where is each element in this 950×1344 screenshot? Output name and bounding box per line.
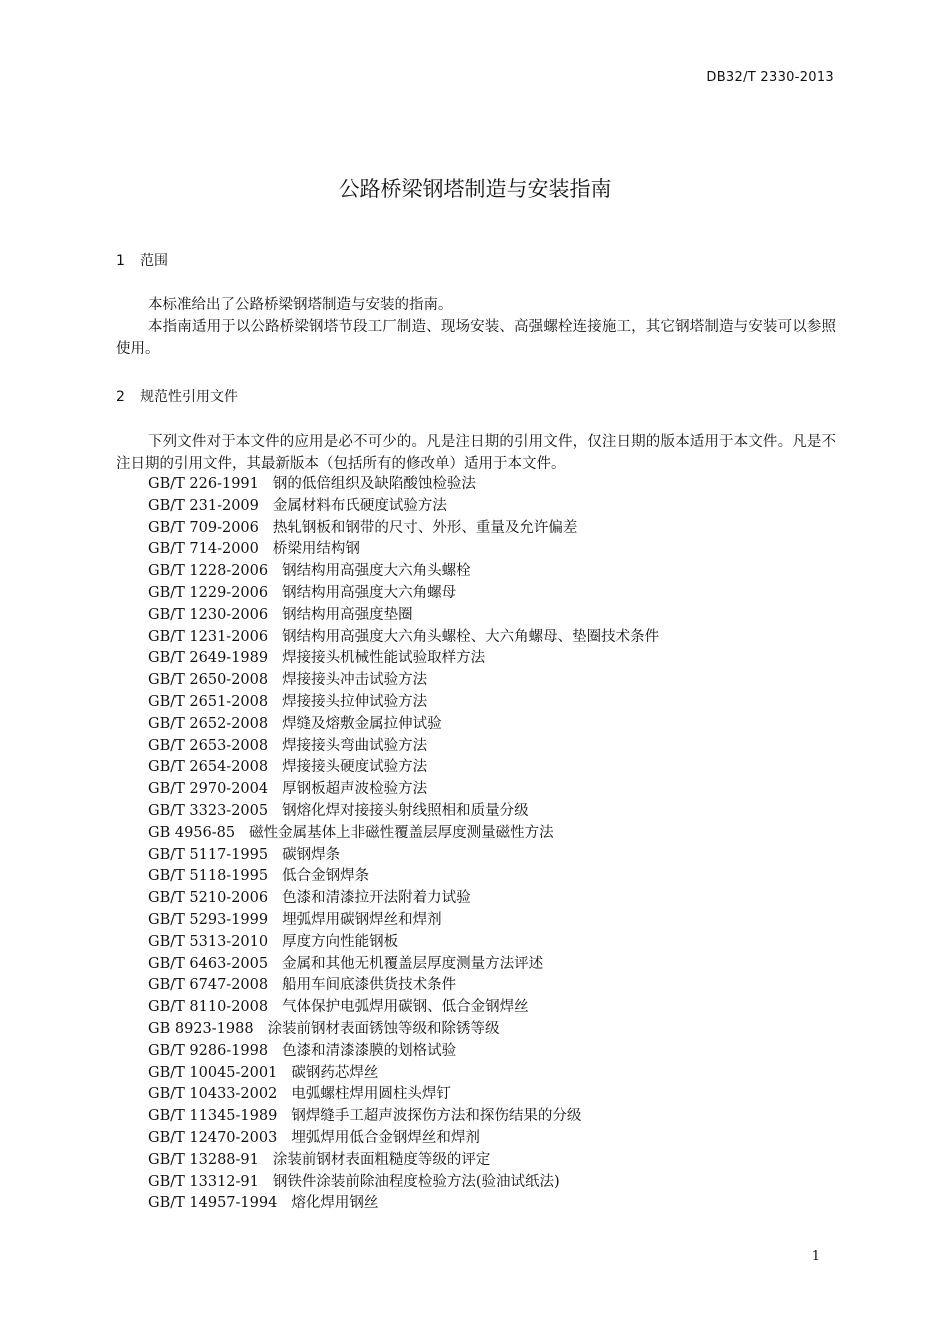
section-heading-scope — [116, 250, 168, 270]
reference-title: 钢的低倍组织及缺陷酸蚀检验法 — [272, 476, 476, 492]
reference-item — [148, 779, 659, 801]
reference-item — [148, 997, 659, 1019]
reference-code: GB/T 2650-2008 — [148, 672, 269, 689]
reference-title: 焊缝及熔敷金属拉伸试验 — [282, 715, 442, 732]
reference-item — [148, 910, 659, 932]
reference-code: GB/T 12470-2003 — [148, 1129, 278, 1146]
reference-item — [148, 714, 659, 736]
reference-title: 钢铁件涂装前除油程度检验方法(验油试纸法) — [272, 1173, 560, 1190]
reference-title: 磁性金属基体上非磁性覆盖层厚度测量磁性方法 — [249, 824, 554, 841]
reference-title: 厚钢板超声波检验方法 — [282, 781, 428, 798]
reference-code: GB/T 231-2009 — [148, 497, 259, 514]
reference-item — [148, 496, 659, 518]
section-heading-normative-references — [116, 386, 238, 406]
reference-code: GB 8923-1988 — [148, 1020, 254, 1037]
reference-title: 碳钢药芯焊丝 — [291, 1064, 379, 1081]
reference-title: 桥梁用结构钢 — [272, 541, 360, 558]
reference-title: 涂装前钢材表面锈蚀等级和除锈等级 — [267, 1020, 500, 1037]
page-number: 1 — [811, 1249, 820, 1264]
reference-item — [148, 561, 659, 583]
reference-code: GB/T 2654-2008 — [148, 759, 269, 776]
reference-code: GB/T 2651-2008 — [148, 693, 269, 710]
reference-item — [148, 1150, 659, 1172]
reference-title: 气体保护电弧焊用碳钢、低合金钢焊丝 — [282, 999, 529, 1016]
reference-code: GB/T 1231-2006 — [148, 628, 269, 645]
reference-item — [148, 605, 659, 627]
reference-code: GB/T 6463-2005 — [148, 955, 269, 972]
reference-item — [148, 954, 659, 976]
reference-item — [148, 932, 659, 954]
reference-item — [148, 1128, 659, 1150]
reference-title: 碳钢焊条 — [282, 846, 341, 863]
reference-code: GB/T 5118-1995 — [148, 868, 269, 885]
reference-code: GB/T 10045-2001 — [148, 1064, 278, 1081]
reference-title: 焊接接头拉伸试验方法 — [282, 693, 428, 710]
reference-code: GB/T 709-2006 — [148, 519, 259, 536]
reference-title: 色漆和清漆漆膜的划格试验 — [282, 1042, 457, 1059]
reference-item — [148, 474, 659, 496]
reference-code: GB/T 2653-2008 — [148, 737, 269, 754]
reference-item — [148, 845, 659, 867]
reference-item — [148, 539, 659, 561]
reference-title: 焊接接头机械性能试验取样方法 — [282, 650, 486, 667]
section-title: 范围 — [140, 253, 168, 269]
section-number: 1 — [116, 253, 125, 269]
reference-title: 金属和其他无机覆盖层厚度测量方法评述 — [282, 955, 544, 972]
reference-code: GB/T 2970-2004 — [148, 781, 269, 798]
document-title: 公路桥梁钢塔制造与安装指南 — [338, 177, 612, 201]
reference-item — [148, 692, 659, 714]
reference-title: 焊接接头冲击试验方法 — [282, 672, 428, 689]
reference-code: GB/T 1229-2006 — [148, 584, 269, 601]
reference-code: GB/T 8110-2008 — [148, 999, 269, 1016]
reference-title: 钢结构用高强度大六角头螺栓、大六角螺母、垫圈技术条件 — [282, 628, 660, 645]
reference-title: 钢结构用高强度大六角头螺栓 — [282, 563, 471, 580]
reference-item — [148, 823, 659, 845]
reference-item — [148, 1041, 659, 1063]
reference-item — [148, 757, 659, 779]
reference-code: GB/T 6747-2008 — [148, 977, 269, 994]
reference-title: 钢焊缝手工超声波探伤方法和探伤结果的分级 — [291, 1108, 582, 1125]
paragraph: 本标准给出了公路桥梁钢塔制造与安装的指南。 — [148, 297, 453, 313]
reference-title: 钢结构用高强度大六角螺母 — [282, 584, 457, 601]
section-title: 规范性引用文件 — [140, 389, 238, 405]
reference-code: GB/T 2652-2008 — [148, 715, 269, 732]
reference-code: GB/T 14957-1994 — [148, 1195, 278, 1212]
reference-item — [148, 627, 659, 649]
reference-code: GB/T 13288-91 — [148, 1151, 259, 1168]
reference-code: GB/T 9286-1998 — [148, 1042, 269, 1059]
reference-item — [148, 866, 659, 888]
reference-code: GB/T 714-2000 — [148, 541, 259, 558]
reference-title: 钢结构用高强度垫圈 — [282, 606, 413, 623]
reference-item — [148, 975, 659, 997]
reference-title: 焊接接头弯曲试验方法 — [282, 737, 428, 754]
reference-code: GB/T 11345-1989 — [148, 1108, 278, 1125]
reference-item — [148, 888, 659, 910]
reference-code: GB/T 5313-2010 — [148, 933, 269, 950]
reference-title: 金属材料布氏硬度试验方法 — [272, 497, 447, 514]
reference-item — [148, 1019, 659, 1041]
reference-code: GB/T 5293-1999 — [148, 911, 269, 928]
reference-title: 涂装前钢材表面粗糙度等级的评定 — [272, 1151, 491, 1168]
reference-code: GB/T 13312-91 — [148, 1173, 259, 1190]
reference-item — [148, 518, 659, 540]
reference-code: GB/T 1230-2006 — [148, 606, 269, 623]
reference-item — [148, 648, 659, 670]
reference-code: GB/T 3323-2005 — [148, 802, 269, 819]
reference-code: GB/T 5117-1995 — [148, 846, 269, 863]
reference-title: 低合金钢焊条 — [282, 868, 370, 885]
reference-item — [148, 1063, 659, 1085]
paragraph: 下列文件对于本文件的应用是必不可少的。凡是注日期的引用文件，仅注日期的版本适用于本文件。凡是不注日期的引用文件，其最新版本（包括所有的修改单）适用于本文件。 — [116, 434, 836, 472]
reference-title: 船用车间底漆供货技术条件 — [282, 977, 457, 994]
reference-item — [148, 801, 659, 823]
reference-list — [148, 474, 659, 1215]
reference-item — [148, 583, 659, 605]
reference-code: GB/T 10433-2002 — [148, 1086, 278, 1103]
reference-code: GB/T 5210-2006 — [148, 890, 269, 907]
reference-code: GB 4956-85 — [148, 824, 236, 841]
reference-item — [148, 1106, 659, 1128]
reference-item — [148, 670, 659, 692]
reference-title: 厚度方向性能钢板 — [282, 933, 399, 950]
document-code: DB32/T 2330-2013 — [706, 70, 834, 85]
paragraph: 本指南适用于以公路桥梁钢塔节段工厂制造、现场安装、高强螺栓连接施工，其它钢塔制造与安装可以参照使用。 — [116, 319, 836, 357]
section-number: 2 — [116, 389, 125, 405]
reference-code: GB/T 1228-2006 — [148, 563, 269, 580]
reference-title: 钢熔化焊对接接头射线照相和质量分级 — [282, 802, 529, 819]
reference-title: 热轧钢板和钢带的尺寸、外形、重量及允许偏差 — [272, 519, 578, 536]
reference-code: GB/T 226-1991 — [148, 476, 259, 492]
reference-item — [148, 736, 659, 758]
reference-title: 熔化焊用钢丝 — [291, 1195, 379, 1212]
reference-code: GB/T 2649-1989 — [148, 650, 269, 667]
reference-title: 焊接接头硬度试验方法 — [282, 759, 428, 776]
reference-title: 电弧螺柱焊用圆柱头焊钉 — [291, 1086, 451, 1103]
reference-item — [148, 1172, 659, 1194]
reference-title: 埋弧焊用低合金钢焊丝和焊剂 — [291, 1129, 480, 1146]
reference-title: 色漆和清漆拉开法附着力试验 — [282, 890, 471, 907]
reference-item — [148, 1084, 659, 1106]
reference-item — [148, 1193, 659, 1215]
reference-title: 埋弧焊用碳钢焊丝和焊剂 — [282, 911, 442, 928]
